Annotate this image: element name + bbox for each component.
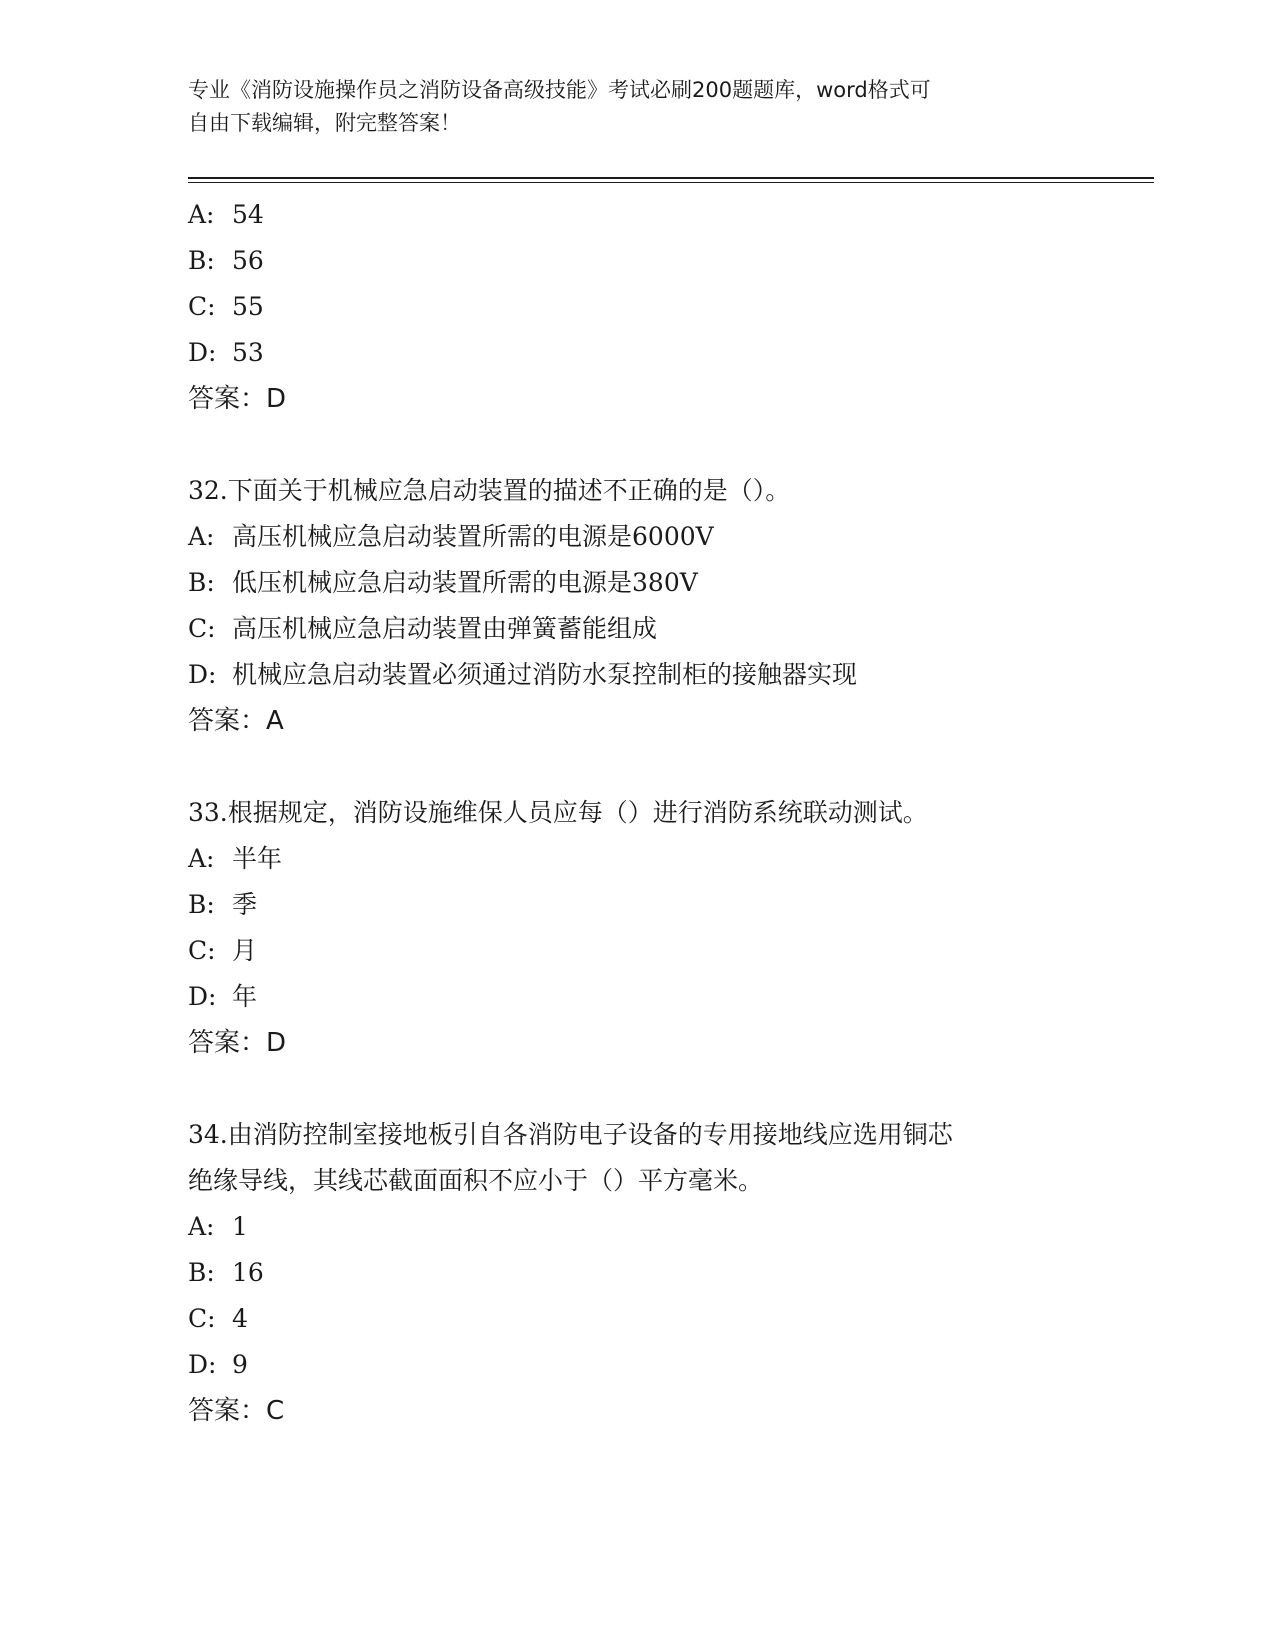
question-text: 32.下面关于机械应急启动装置的描述不正确的是（）。 bbox=[188, 476, 791, 505]
answer: 答案：C bbox=[188, 1396, 285, 1426]
header-rule-thick bbox=[188, 177, 1154, 179]
question-list bbox=[188, 192, 1154, 1434]
option-d: D: 53 bbox=[188, 338, 264, 367]
option-d: D: 9 bbox=[188, 1350, 248, 1379]
option-d: D: 年 bbox=[188, 982, 258, 1011]
spacer bbox=[188, 422, 1154, 468]
document-header bbox=[188, 74, 1088, 140]
option-c: C: 高压机械应急启动装置由弹簧蓄能组成 bbox=[188, 614, 658, 643]
option-b: B: 季 bbox=[188, 890, 258, 919]
answer: 答案：A bbox=[188, 706, 284, 736]
question-text: 33.根据规定，消防设施维保人员应每（）进行消防系统联动测试。 bbox=[188, 798, 928, 827]
option-c: C: 月 bbox=[188, 936, 258, 965]
question-32 bbox=[188, 468, 1154, 744]
option-b: B: 16 bbox=[188, 1258, 264, 1287]
option-c: C: 4 bbox=[188, 1304, 248, 1333]
spacer bbox=[188, 744, 1154, 790]
answer: 答案：D bbox=[188, 384, 287, 414]
option-c: C: 55 bbox=[188, 292, 264, 321]
option-b: B: 低压机械应急启动装置所需的电源是380V bbox=[188, 568, 698, 597]
option-a: A: 54 bbox=[188, 200, 264, 229]
header-rule-thin bbox=[188, 182, 1154, 183]
question-text-line-2: 绝缘导线，其线芯截面面积不应小于（）平方毫米。 bbox=[188, 1166, 764, 1195]
header-line-2: 自由下载编辑，附完整答案！ bbox=[188, 111, 461, 135]
spacer bbox=[188, 1066, 1154, 1112]
question-31 bbox=[188, 192, 1154, 422]
option-d: D: 机械应急启动装置必须通过消防水泵控制柜的接触器实现 bbox=[188, 660, 858, 689]
option-a: A: 高压机械应急启动装置所需的电源是6000V bbox=[188, 522, 714, 551]
header-line-1: 专业《消防设施操作员之消防设备高级技能》考试必刷200题题库，word格式可 bbox=[188, 78, 931, 102]
question-34 bbox=[188, 1112, 1154, 1434]
option-a: A: 1 bbox=[188, 1212, 248, 1241]
question-text-line-1: 34.由消防控制室接地板引自各消防电子设备的专用接地线应选用铜芯 bbox=[188, 1120, 953, 1149]
question-33 bbox=[188, 790, 1154, 1066]
option-a: A: 半年 bbox=[188, 844, 283, 873]
option-b: B: 56 bbox=[188, 246, 264, 275]
answer: 答案：D bbox=[188, 1028, 287, 1058]
